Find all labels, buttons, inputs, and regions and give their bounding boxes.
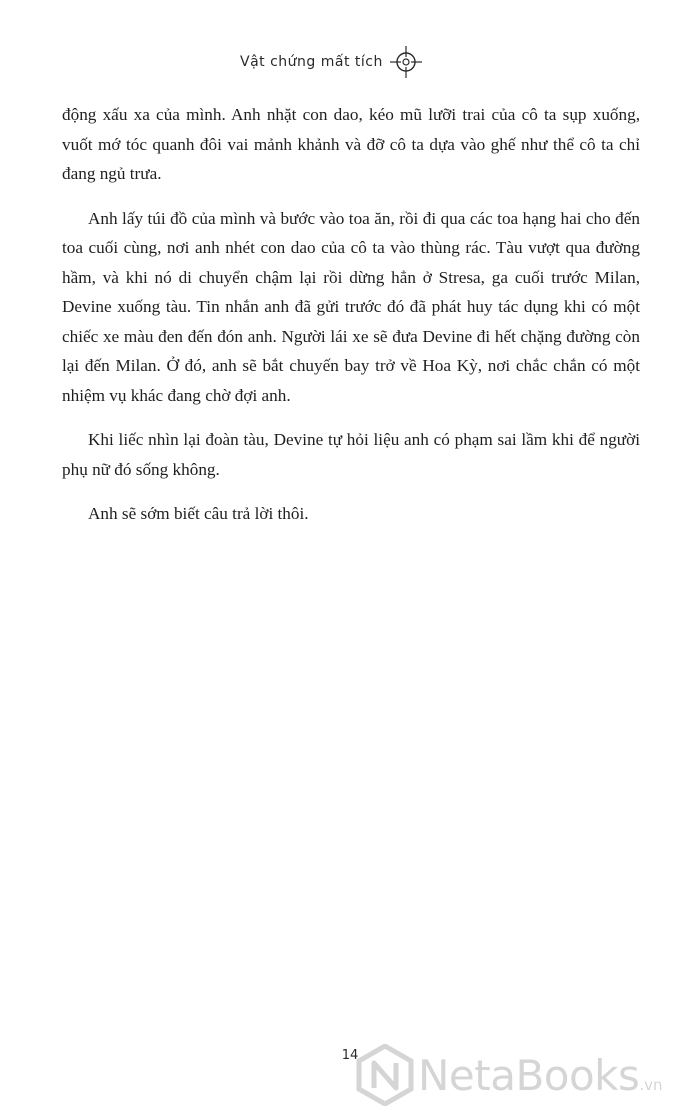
watermark-suffix: .vn bbox=[639, 1075, 663, 1094]
body-text bbox=[62, 100, 640, 544]
watermark bbox=[356, 1040, 696, 1110]
paragraph-1: động xấu xa của mình. Anh nhặt con dao, kéo mũ lưỡi trai của cô ta sụp xuống, vuốt mớ tóc quanh đôi vai mảnh khảnh và đỡ cô ta dựa vào ghế như thể cô ta chỉ đang ngủ trưa. bbox=[62, 105, 640, 183]
running-title: Vật chứng mất tích bbox=[240, 54, 383, 70]
crosshair-icon bbox=[389, 45, 423, 79]
running-header bbox=[240, 44, 460, 80]
paragraph-3: Khi liếc nhìn lại đoàn tàu, Devine tự hỏi liệu anh có phạm sai lầm khi để người phụ nữ đó sống không. bbox=[62, 430, 640, 479]
netabooks-logo-icon bbox=[356, 1044, 414, 1106]
page-number: 14 bbox=[341, 1048, 359, 1063]
paragraph-2: Anh lấy túi đồ của mình và bước vào toa ăn, rồi đi qua các toa hạng hai cho đến toa cuối cùng, nơi anh nhét con dao của cô ta vào thùng rác. Tàu vượt qua đường hầm, và khi nó di chuyển chậm lại rồi dừng hẳn ở Stresa, ga cuối trước Milan, Devine xuống tàu. Tin nhắn anh đã gửi trước đó đã phát huy tác dụng khi có một chiếc xe màu đen đến đón anh. Người lái xe sẽ đưa Devine đi hết chặng đường còn lại đến Milan. Ở đó, anh sẽ bắt chuyến bay trở về Hoa Kỳ, nơi chắc chắn có một nhiệm vụ khác đang chờ đợi anh. bbox=[62, 208, 640, 405]
watermark-brand: NetaBooks bbox=[418, 1050, 640, 1100]
watermark-text bbox=[418, 1051, 663, 1100]
paragraph-4: Anh sẽ sớm biết câu trả lời thôi. bbox=[88, 504, 309, 523]
